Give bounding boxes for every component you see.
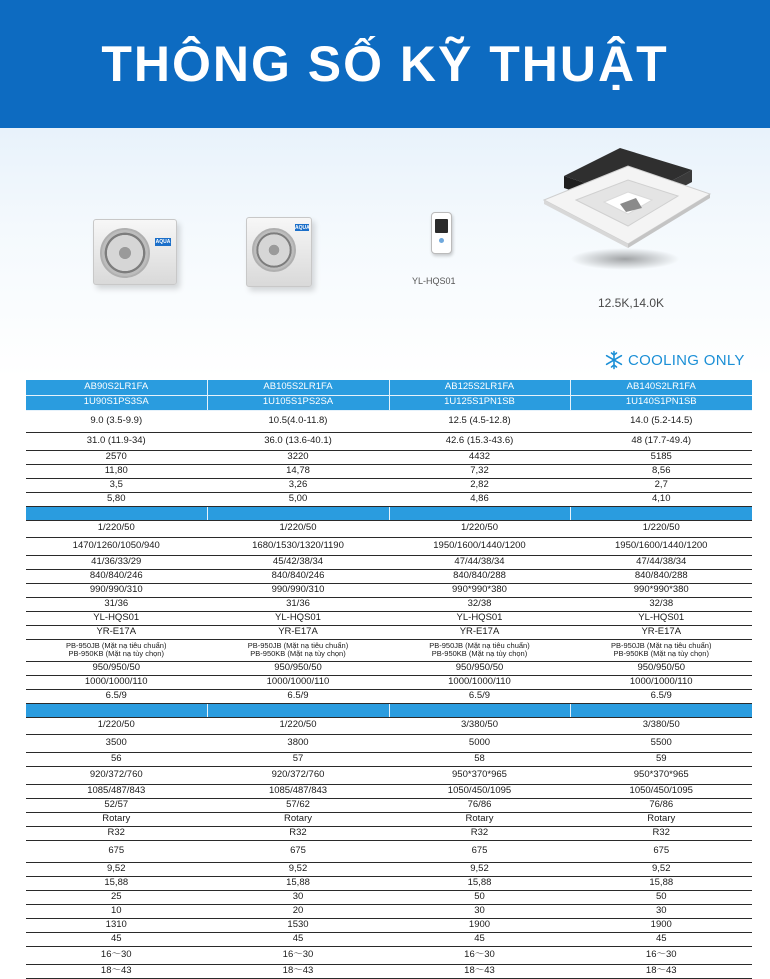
spec-row xyxy=(26,798,752,812)
unit-shadow xyxy=(570,248,680,270)
spec-cell: 1U90S1PS3SA xyxy=(26,395,207,410)
spec-row xyxy=(26,812,752,826)
spec-cell: 950/950/50 xyxy=(207,661,389,675)
spec-cell: 1530 xyxy=(207,918,389,932)
spec-cell: 1/220/50 xyxy=(207,520,389,537)
spec-cell: 3/380/50 xyxy=(570,717,752,734)
spec-cell: 1/220/50 xyxy=(389,520,570,537)
spec-row xyxy=(26,611,752,625)
remote-control-image xyxy=(431,212,452,254)
spec-cell: 3/380/50 xyxy=(389,717,570,734)
spec-cell: 15,88 xyxy=(26,876,207,890)
spec-cell: 76/86 xyxy=(389,798,570,812)
spec-cell: 1050/450/1095 xyxy=(389,784,570,798)
section-divider-cell xyxy=(570,703,752,717)
spec-cell: 50 xyxy=(389,890,570,904)
spec-cell: 1/220/50 xyxy=(26,717,207,734)
spec-cell: 1950/1600/1440/1200 xyxy=(570,537,752,555)
spec-cell: 1085/487/843 xyxy=(26,784,207,798)
spec-cell: 9,52 xyxy=(570,862,752,876)
spec-cell: Rotary xyxy=(26,812,207,826)
spec-cell: 2,82 xyxy=(389,478,570,492)
spec-cell: 950*370*965 xyxy=(389,766,570,784)
spec-cell: 950/950/50 xyxy=(389,661,570,675)
spec-cell: 10.5(4.0-11.8) xyxy=(207,410,389,432)
model-header-row xyxy=(26,395,752,410)
spec-cell: 58 xyxy=(389,752,570,766)
spec-row xyxy=(26,752,752,766)
spec-cell: PB-950JB (Mặt nạ tiêu chuẩn) PB-950KB (Mặt nạ tùy chọn) xyxy=(570,639,752,661)
spec-cell: 840/840/246 xyxy=(26,569,207,583)
spec-cell: 950/950/50 xyxy=(26,661,207,675)
spec-cell: 1050/450/1095 xyxy=(570,784,752,798)
spec-row xyxy=(26,555,752,569)
spec-cell: 990/990/310 xyxy=(26,583,207,597)
spec-cell: 18～43 xyxy=(26,964,207,978)
section-divider-row xyxy=(26,506,752,520)
spec-row xyxy=(26,862,752,876)
spec-cell: 5185 xyxy=(570,450,752,464)
spec-row xyxy=(26,537,752,555)
spec-cell: 42.6 (15.3-43.6) xyxy=(389,432,570,450)
spec-cell: 3,5 xyxy=(26,478,207,492)
spec-row xyxy=(26,450,752,464)
spec-cell: 45 xyxy=(570,932,752,946)
spec-cell: 15,88 xyxy=(389,876,570,890)
outdoor-unit-image xyxy=(246,217,312,287)
spec-cell: 2570 xyxy=(26,450,207,464)
spec-cell: 1085/487/843 xyxy=(207,784,389,798)
cooling-only-label: COOLING ONLY xyxy=(628,351,745,369)
spec-cell: 59 xyxy=(570,752,752,766)
spec-row xyxy=(26,597,752,611)
spec-cell: 675 xyxy=(389,840,570,862)
spec-cell: 1900 xyxy=(570,918,752,932)
spec-cell: Rotary xyxy=(570,812,752,826)
spec-cell: R32 xyxy=(570,826,752,840)
spec-cell: 45 xyxy=(26,932,207,946)
spec-row xyxy=(26,569,752,583)
spec-cell: PB-950JB (Mặt nạ tiêu chuẩn) PB-950KB (Mặt nạ tùy chọn) xyxy=(26,639,207,661)
spec-cell: R32 xyxy=(26,826,207,840)
spec-cell: YR-E17A xyxy=(207,625,389,639)
spec-cell: YL-HQS01 xyxy=(389,611,570,625)
spec-cell: 31.0 (11.9-34) xyxy=(26,432,207,450)
spec-row xyxy=(26,890,752,904)
spec-cell: YL-HQS01 xyxy=(207,611,389,625)
spec-row xyxy=(26,946,752,964)
spec-cell: 16～30 xyxy=(207,946,389,964)
spec-cell: 45 xyxy=(389,932,570,946)
spec-row xyxy=(26,432,752,450)
spec-cell: 675 xyxy=(26,840,207,862)
spec-cell: AB90S2LR1FA xyxy=(26,380,207,395)
section-divider-cell xyxy=(389,506,570,520)
spec-row xyxy=(26,464,752,478)
spec-cell: 45 xyxy=(207,932,389,946)
spec-cell: 675 xyxy=(207,840,389,862)
spec-cell: 16～30 xyxy=(389,946,570,964)
remote-model-label: YL-HQS01 xyxy=(412,276,456,286)
brand-logo: AQUA xyxy=(295,225,310,231)
spec-cell: 32/38 xyxy=(570,597,752,611)
spec-cell: 48 (17.7-49.4) xyxy=(570,432,752,450)
section-divider-cell xyxy=(207,506,389,520)
spec-cell: 6.5/9 xyxy=(26,689,207,703)
spec-cell: R32 xyxy=(207,826,389,840)
spec-cell: 990/990/310 xyxy=(207,583,389,597)
spec-cell: 12.5 (4.5-12.8) xyxy=(389,410,570,432)
spec-table xyxy=(26,380,752,979)
spec-cell: 7,32 xyxy=(389,464,570,478)
spec-cell: 1U140S1PN1SB xyxy=(570,395,752,410)
spec-cell: 5500 xyxy=(570,734,752,752)
spec-cell: 30 xyxy=(389,904,570,918)
spec-row xyxy=(26,932,752,946)
spec-cell: 1/220/50 xyxy=(207,717,389,734)
cooling-only-badge xyxy=(604,350,745,370)
section-divider-cell xyxy=(207,703,389,717)
section-divider-cell xyxy=(570,506,752,520)
spec-cell: 4432 xyxy=(389,450,570,464)
spec-cell: 30 xyxy=(207,890,389,904)
spec-cell: 1680/1530/1320/1190 xyxy=(207,537,389,555)
model-header-row xyxy=(26,380,752,395)
remote-screen xyxy=(435,219,448,233)
spec-cell: 57/62 xyxy=(207,798,389,812)
section-divider-cell xyxy=(26,703,207,717)
spec-cell: 52/57 xyxy=(26,798,207,812)
spec-row xyxy=(26,520,752,537)
spec-cell: 5,80 xyxy=(26,492,207,506)
spec-row xyxy=(26,410,752,432)
spec-row xyxy=(26,689,752,703)
section-divider-cell xyxy=(389,703,570,717)
spec-cell: YL-HQS01 xyxy=(26,611,207,625)
spec-cell: 5000 xyxy=(389,734,570,752)
spec-cell: 14,78 xyxy=(207,464,389,478)
fan-grille xyxy=(252,228,296,272)
spec-cell: 840/840/288 xyxy=(570,569,752,583)
spec-row xyxy=(26,918,752,932)
spec-cell: 840/840/288 xyxy=(389,569,570,583)
section-divider-cell xyxy=(26,506,207,520)
spec-cell: 9,52 xyxy=(26,862,207,876)
spec-cell: 9.0 (3.5-9.9) xyxy=(26,410,207,432)
spec-cell: YR-E17A xyxy=(389,625,570,639)
spec-cell: Rotary xyxy=(389,812,570,826)
spec-cell: 9,52 xyxy=(207,862,389,876)
spec-row xyxy=(26,675,752,689)
spec-cell: 76/86 xyxy=(570,798,752,812)
spec-cell: 56 xyxy=(26,752,207,766)
spec-cell: AB125S2LR1FA xyxy=(389,380,570,395)
spec-cell: 950*370*965 xyxy=(570,766,752,784)
spec-cell: 6.5/9 xyxy=(389,689,570,703)
spec-cell: 18～43 xyxy=(570,964,752,978)
spec-cell: 5,00 xyxy=(207,492,389,506)
section-divider-row xyxy=(26,703,752,717)
title-banner xyxy=(0,0,770,128)
spec-cell: 920/372/760 xyxy=(207,766,389,784)
spec-row xyxy=(26,625,752,639)
remote-button xyxy=(439,238,444,243)
spec-cell: PB-950JB (Mặt nạ tiêu chuẩn) PB-950KB (Mặt nạ tùy chọn) xyxy=(389,639,570,661)
spec-cell: 1900 xyxy=(389,918,570,932)
spec-cell: 11,80 xyxy=(26,464,207,478)
spec-row xyxy=(26,826,752,840)
spec-cell: 3220 xyxy=(207,450,389,464)
spec-row xyxy=(26,661,752,675)
spec-cell: 16～30 xyxy=(26,946,207,964)
spec-row xyxy=(26,840,752,862)
spec-cell: 840/840/246 xyxy=(207,569,389,583)
spec-cell: 1000/1000/110 xyxy=(570,675,752,689)
spec-cell: 1000/1000/110 xyxy=(389,675,570,689)
spec-cell: 990*990*380 xyxy=(570,583,752,597)
spec-row xyxy=(26,478,752,492)
spec-cell: 3800 xyxy=(207,734,389,752)
spec-cell: 45/42/38/34 xyxy=(207,555,389,569)
spec-cell: 18～43 xyxy=(389,964,570,978)
spec-cell: 47/44/38/34 xyxy=(570,555,752,569)
spec-cell: 1950/1600/1440/1200 xyxy=(389,537,570,555)
spec-cell: 8,56 xyxy=(570,464,752,478)
spec-cell: 41/36/33/29 xyxy=(26,555,207,569)
brand-logo: AQUA xyxy=(155,239,171,245)
spec-cell: 36.0 (13.6-40.1) xyxy=(207,432,389,450)
spec-cell: 32/38 xyxy=(389,597,570,611)
spec-cell: 1U125S1PN1SB xyxy=(389,395,570,410)
cassette-drawing xyxy=(542,148,712,260)
spec-row xyxy=(26,964,752,978)
spec-cell: 675 xyxy=(570,840,752,862)
spec-row xyxy=(26,492,752,506)
spec-cell: AB105S2LR1FA xyxy=(207,380,389,395)
spec-cell: 6.5/9 xyxy=(207,689,389,703)
spec-cell: 4,86 xyxy=(389,492,570,506)
spec-cell: 14.0 (5.2-14.5) xyxy=(570,410,752,432)
spec-cell: 57 xyxy=(207,752,389,766)
spec-row xyxy=(26,784,752,798)
spec-cell: AB140S2LR1FA xyxy=(570,380,752,395)
spec-cell: 1/220/50 xyxy=(26,520,207,537)
spec-cell: 950/950/50 xyxy=(570,661,752,675)
spec-cell: 31/36 xyxy=(26,597,207,611)
spec-row xyxy=(26,717,752,734)
spec-cell: 1470/1260/1050/940 xyxy=(26,537,207,555)
fan-grille xyxy=(100,228,150,278)
spec-cell: R32 xyxy=(389,826,570,840)
spec-cell: 25 xyxy=(26,890,207,904)
spec-row xyxy=(26,766,752,784)
spec-cell: YR-E17A xyxy=(26,625,207,639)
spec-cell: 50 xyxy=(570,890,752,904)
spec-cell: 4,10 xyxy=(570,492,752,506)
spec-cell: 6.5/9 xyxy=(570,689,752,703)
cassette-capacity-label: 12.5K,14.0K xyxy=(598,296,665,310)
spec-cell: 2,7 xyxy=(570,478,752,492)
spec-cell: 15,88 xyxy=(207,876,389,890)
spec-row xyxy=(26,876,752,890)
spec-row xyxy=(26,639,752,661)
outdoor-unit-image xyxy=(93,219,177,285)
spec-cell: YL-HQS01 xyxy=(570,611,752,625)
spec-cell: 18～43 xyxy=(207,964,389,978)
spec-cell: 47/44/38/34 xyxy=(389,555,570,569)
spec-cell: 1U105S1PS2SA xyxy=(207,395,389,410)
spec-row xyxy=(26,583,752,597)
spec-cell: 20 xyxy=(207,904,389,918)
spec-cell: 990*990*380 xyxy=(389,583,570,597)
spec-row xyxy=(26,904,752,918)
spec-cell: 30 xyxy=(570,904,752,918)
page-title: THÔNG SỐ KỸ THUẬT xyxy=(101,36,669,92)
spec-cell: 10 xyxy=(26,904,207,918)
spec-cell: YR-E17A xyxy=(570,625,752,639)
spec-cell: 1000/1000/110 xyxy=(26,675,207,689)
spec-row xyxy=(26,734,752,752)
spec-cell: 1/220/50 xyxy=(570,520,752,537)
spec-cell: Rotary xyxy=(207,812,389,826)
spec-cell: 1310 xyxy=(26,918,207,932)
cassette-unit-image xyxy=(542,148,712,260)
spec-cell: 3500 xyxy=(26,734,207,752)
spec-cell: PB-950JB (Mặt nạ tiêu chuẩn) PB-950KB (Mặt nạ tùy chọn) xyxy=(207,639,389,661)
spec-cell: 15,88 xyxy=(570,876,752,890)
spec-cell: 31/36 xyxy=(207,597,389,611)
spec-cell: 16～30 xyxy=(570,946,752,964)
spec-cell: 9,52 xyxy=(389,862,570,876)
spec-cell: 920/372/760 xyxy=(26,766,207,784)
spec-cell: 3,26 xyxy=(207,478,389,492)
spec-cell: 1000/1000/110 xyxy=(207,675,389,689)
snowflake-icon xyxy=(604,350,624,370)
